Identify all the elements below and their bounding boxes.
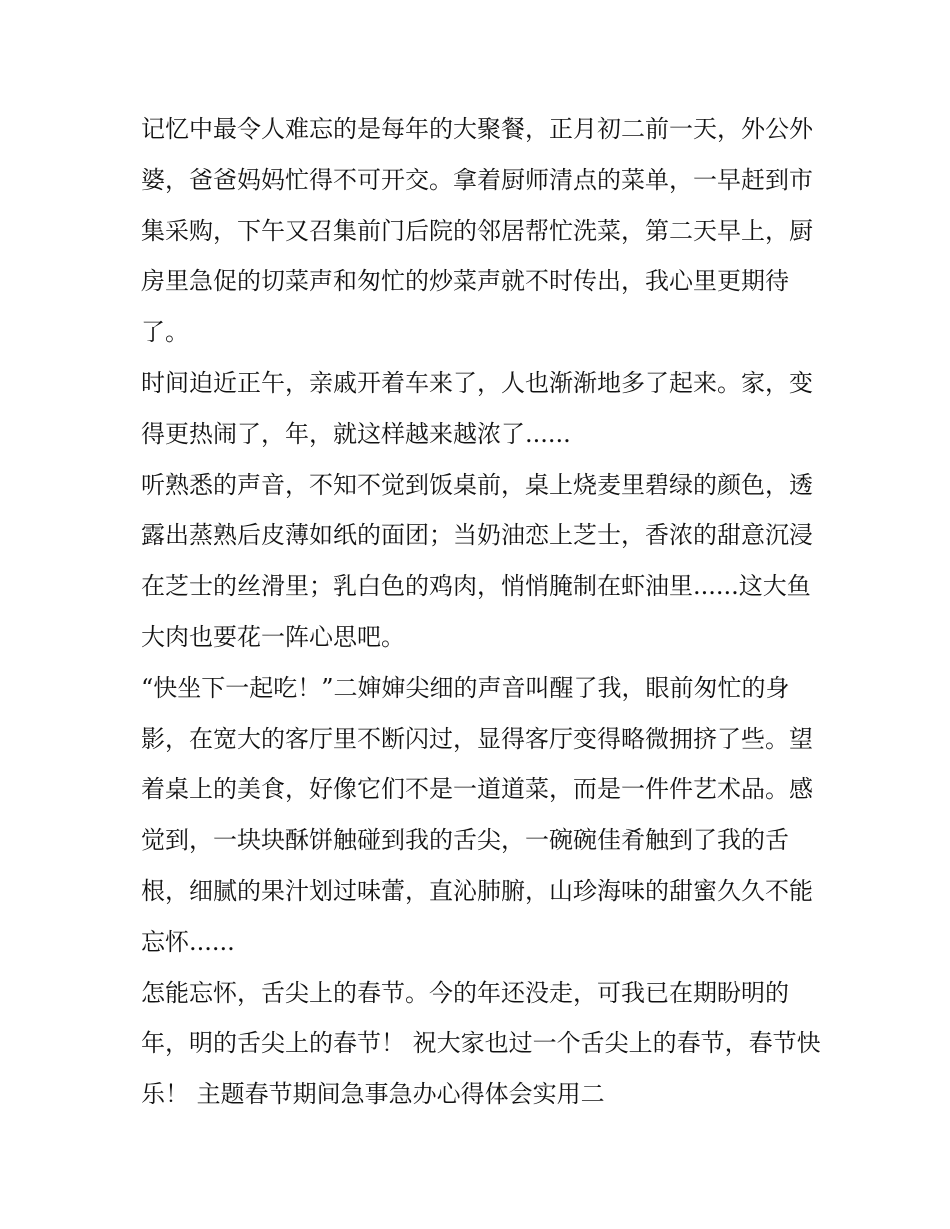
paragraph-1: 记忆中最令人难忘的是每年的大聚餐，正月初二前一天，外公外婆，爸爸妈妈忙得不可开交。拿着厨师清点的菜单，一早赶到市集采购，下午又召集前门后院的邻居帮忙洗菜，第二天早上，厨房里急促的切菜声和匆忙的炒菜声就不时传出，我心里更期待了。 (141, 115, 813, 347)
paragraph-2: 时间迫近正午，亲戚开着车来了，人也渐渐地多了起来。家，变得更热闹了，年，就这样越来越浓了...... (141, 368, 813, 448)
document-body (141, 104, 821, 1120)
paragraph-5: 怎能忘怀，舌尖上的春节。今的年还没走，可我已在期盼明的年，明的舌尖上的春节！ 祝大家也过一个舌尖上的春节，春节快乐！ 主题春节期间急事急办心得体会实用二 (141, 978, 821, 1109)
paragraph-3: 听熟悉的声音，不知不觉到饭桌前，桌上烧麦里碧绿的颜色，透露出蒸熟后皮薄如纸的面团；当奶油恋上芝士，香浓的甜意沉浸在芝士的丝滑里；乳白色的鸡肉，悄悄腌制在虾油里......这大鱼大肉也要花一阵心思吧。 (141, 470, 813, 651)
paragraph-4: “快坐下一起吃！”二婶婶尖细的声音叫醒了我，眼前匆忙的身影，在宽大的客厅里不断闪过，显得客厅变得略微拥挤了些。望着桌上的美食，好像它们不是一道道菜，而是一件件艺术品。感觉到，一块块酥饼触碰到我的舌尖，一碗碗佳肴触到了我的舌根，细腻的果汁划过味蕾，直沁肺腑，山珍海味的甜蜜久久不能忘怀...... (141, 673, 813, 956)
